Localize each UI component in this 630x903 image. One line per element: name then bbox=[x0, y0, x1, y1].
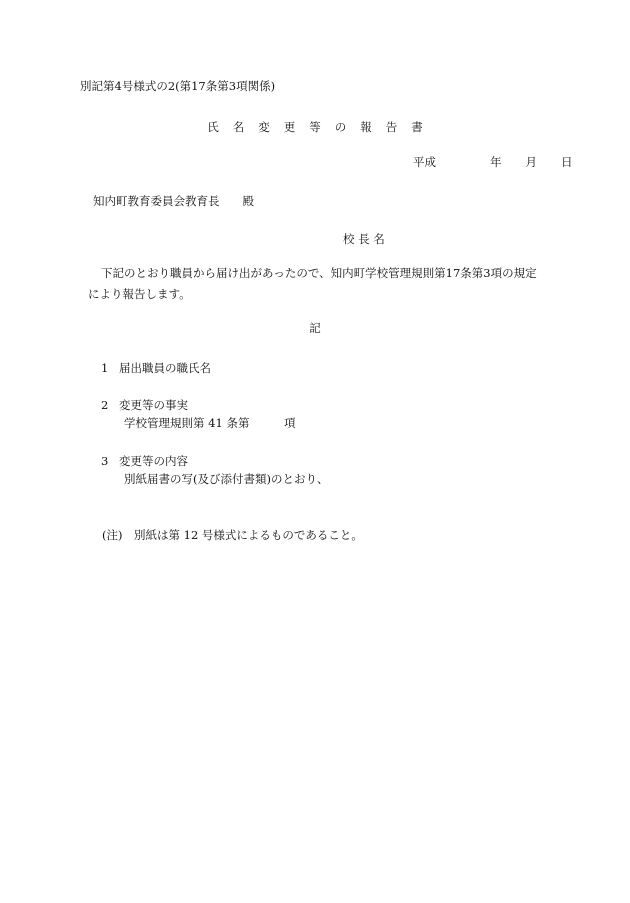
title-char: 更 bbox=[283, 120, 296, 134]
title-char: 名 bbox=[232, 120, 245, 134]
item-number: 2 bbox=[101, 398, 109, 412]
body-text-line-2: により報告します。 bbox=[88, 287, 191, 301]
title-char: 告 bbox=[385, 120, 398, 134]
title-char: 変 bbox=[258, 120, 270, 134]
form-number: 別記第4号様式の2(第17条第3項関係) bbox=[80, 79, 276, 93]
body-text-line-1: 下記のとおり職員から届け出があったので、知内町学校管理規則第17条第3項の規定 bbox=[101, 266, 537, 280]
item-label: 届出職員の職氏名 bbox=[119, 361, 211, 375]
item-label: 変更等の事実 bbox=[119, 398, 188, 412]
date-year: 年 bbox=[490, 155, 502, 169]
title-char: 書 bbox=[411, 120, 423, 134]
document-title bbox=[0, 122, 630, 134]
item-1 bbox=[101, 363, 211, 375]
item-2-detail: 学校管理規則第 41 条第 項 bbox=[124, 416, 296, 430]
ki-heading: 記 bbox=[309, 321, 321, 335]
item-number: 1 bbox=[101, 361, 109, 375]
item-2 bbox=[101, 400, 188, 412]
title-char: 氏 bbox=[207, 120, 219, 134]
date-line bbox=[413, 157, 573, 169]
date-day: 日 bbox=[561, 155, 573, 169]
note: (注) 別紙は第 12 号様式によるものであること。 bbox=[102, 528, 363, 542]
item-3-detail: 別紙届書の写(及び添付書類)のとおり、 bbox=[124, 472, 329, 486]
title-char: 等 bbox=[309, 120, 321, 134]
item-3 bbox=[101, 456, 188, 468]
title-char: 報 bbox=[360, 120, 372, 134]
title-char: の bbox=[334, 120, 347, 134]
addressee: 知内町教育委員会教育長 殿 bbox=[93, 194, 254, 208]
item-label: 変更等の内容 bbox=[119, 454, 188, 468]
date-month: 月 bbox=[525, 155, 537, 169]
item-number: 3 bbox=[101, 454, 109, 468]
date-era: 平成 bbox=[413, 155, 436, 169]
principal-name: 校 長 名 bbox=[343, 232, 385, 246]
